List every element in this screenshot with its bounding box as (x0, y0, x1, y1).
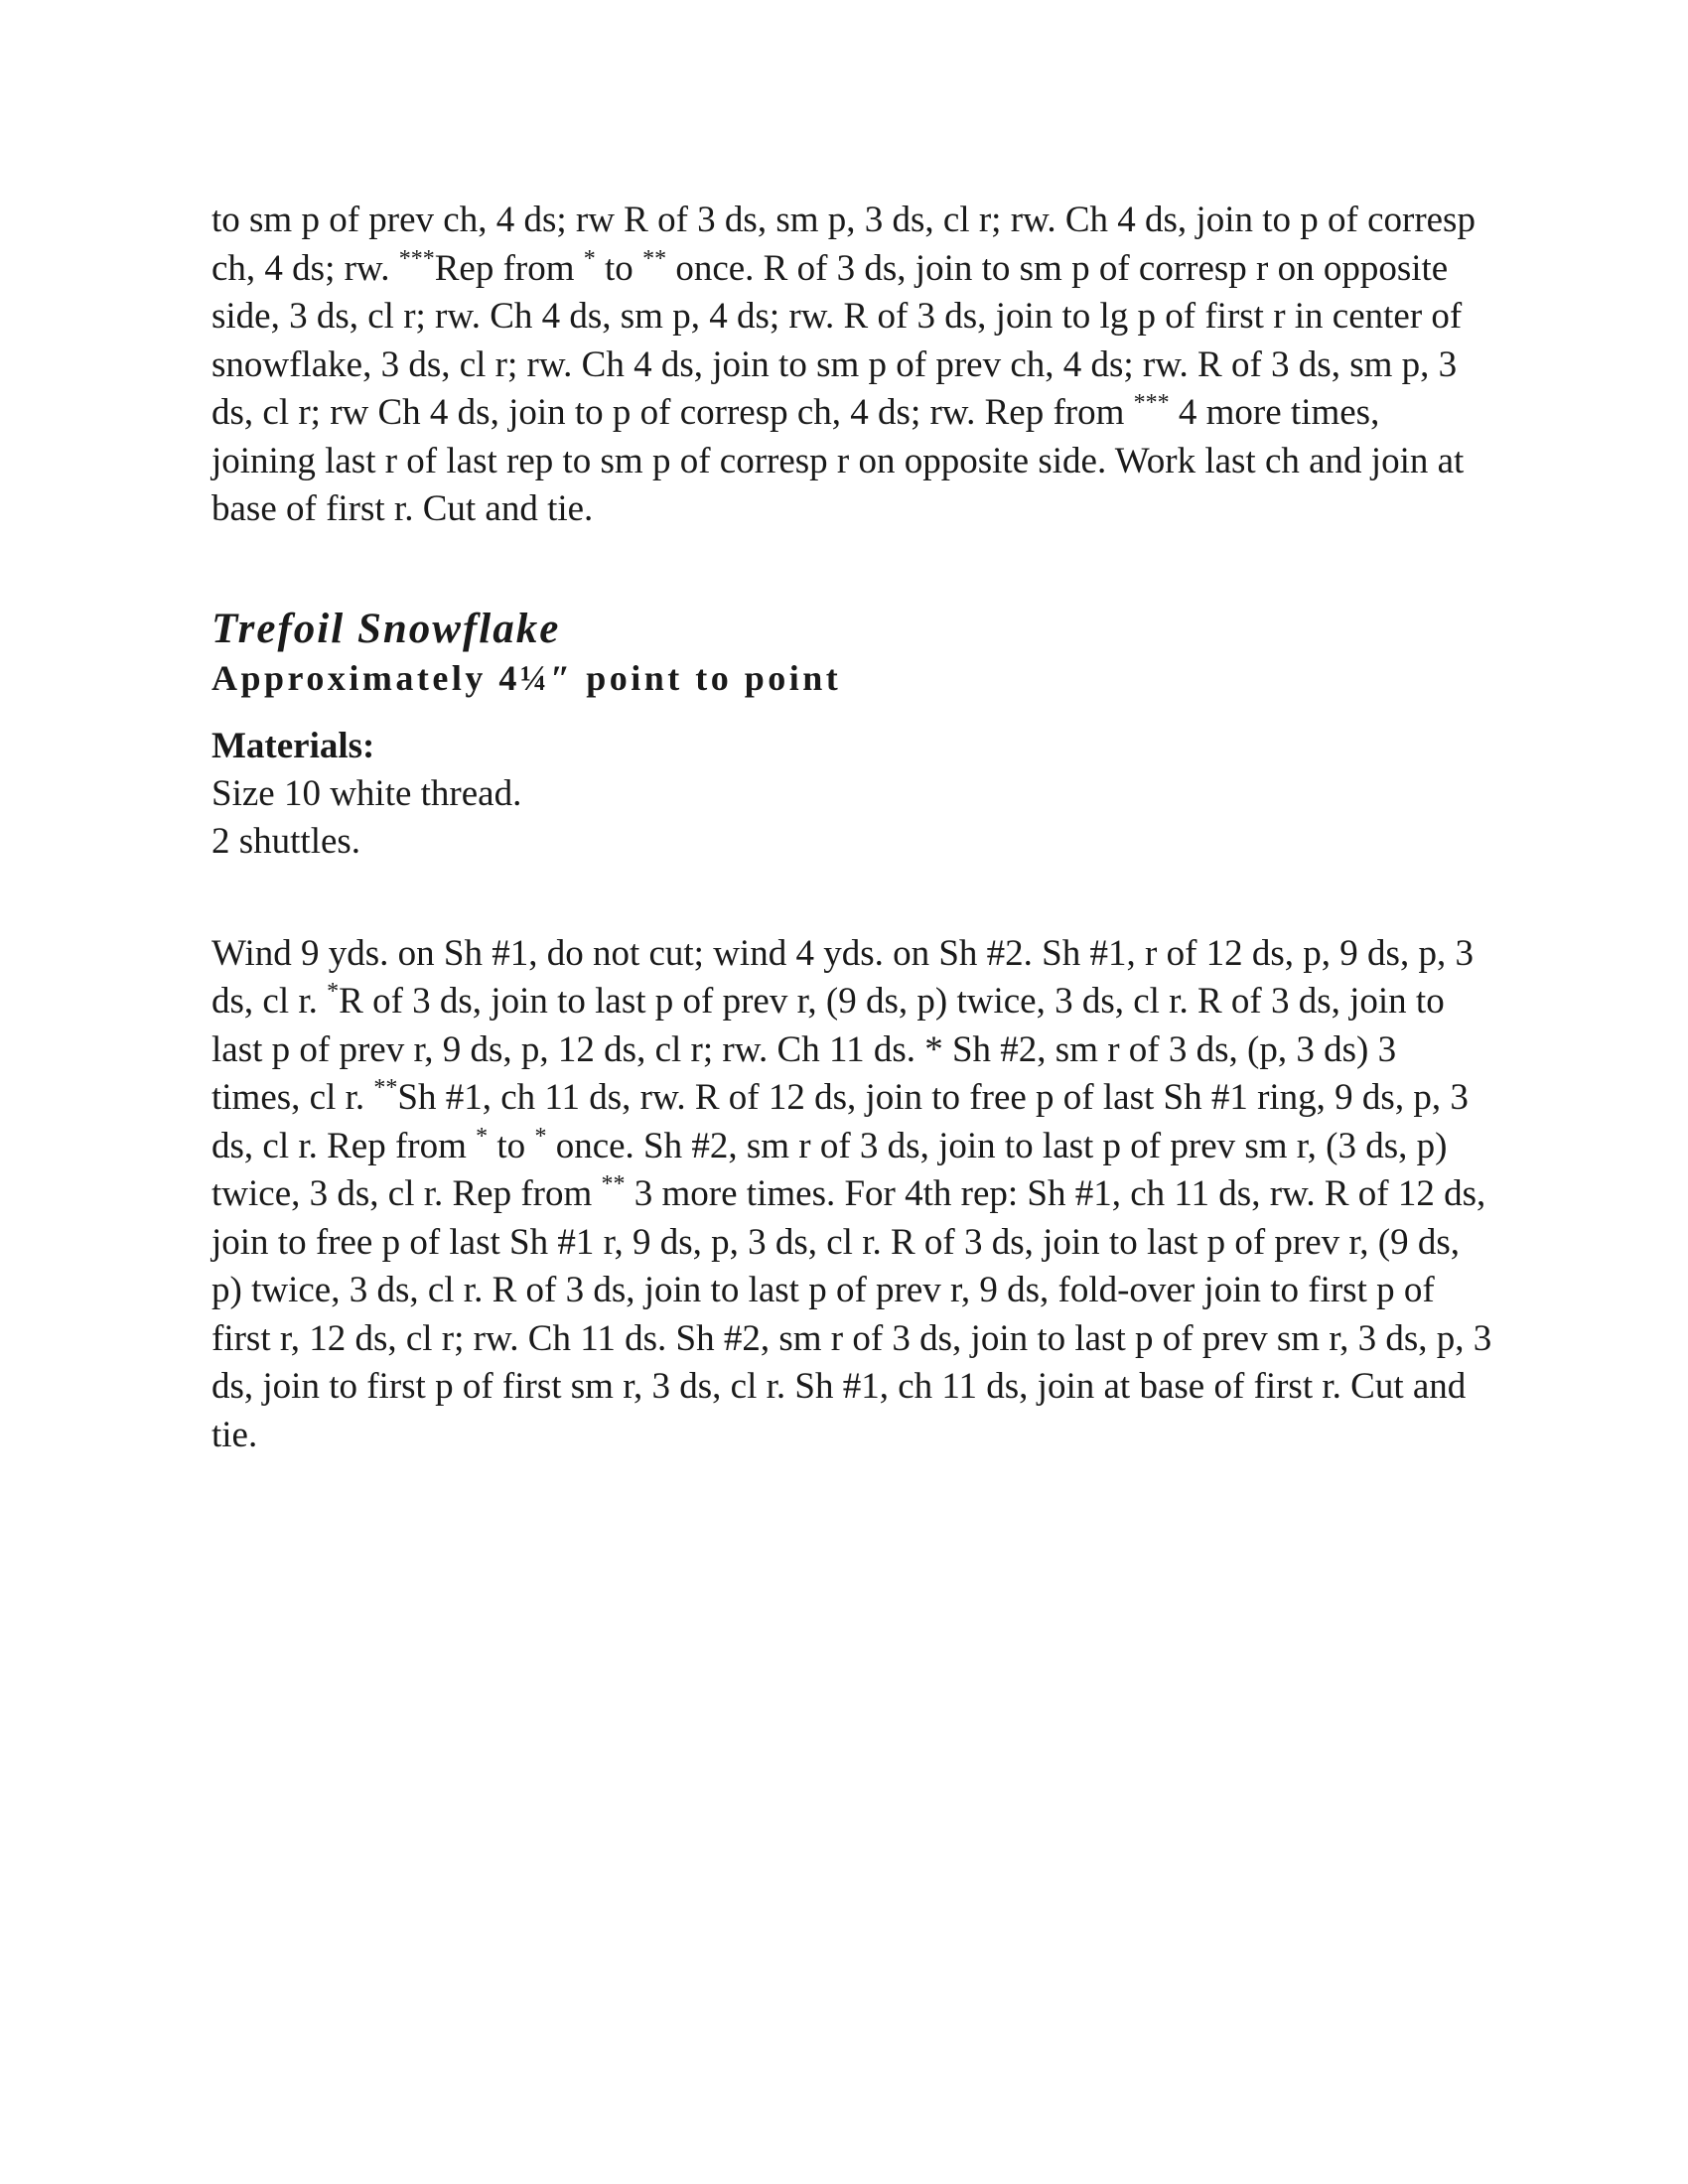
instructions-paragraph (211, 930, 1492, 1460)
text-run: once. R of 3 ds, join to sm p of corresp r on opposite side, 3 ds, cl r; rw. Ch 4 ds, sm p, 4 ds; rw. R of 3 ds, join to lg p of first r in center of snowflake, 3 ds, cl r; rw. Ch 4 ds, join to sm p of prev ch, 4 ds; rw. R of 3 ds, sm p, 3 ds, cl r; rw Ch 4 ds, join to p of corresp ch, 4 ds; rw. Rep from (211, 247, 1463, 433)
text-run: Wind 9 yds. on Sh #1, do not cut; wind 4 yds. on Sh #2. Sh #1, r of 12 ds, p, 9 ds, p, 3 ds, cl r. (211, 932, 1474, 1022)
section-subtitle: Approximately 4¼″ point to point (211, 657, 842, 698)
repeat-marker: * (327, 979, 340, 1005)
materials-item: 2 shuttles. (211, 820, 361, 862)
text-run: to sm p of prev ch, 4 ds; rw R of 3 ds, sm p, 3 ds, cl r; rw. Ch 4 ds, join to p of corresp ch, 4 ds; rw. (211, 200, 1476, 289)
repeat-marker: ** (642, 245, 667, 272)
materials-item: Size 10 white thread. (211, 772, 522, 814)
repeat-marker: *** (398, 245, 435, 272)
repeat-marker: *** (1133, 390, 1170, 416)
materials-block (211, 723, 1492, 866)
repeat-marker: * (476, 1123, 489, 1150)
repeat-marker: * (583, 245, 596, 272)
section-title: Trefoil Snowflake (211, 605, 561, 652)
document-page (211, 197, 1492, 1459)
repeat-marker: ** (601, 1171, 626, 1197)
text-run: Sh #1, ch 11 ds, rw. R of 12 ds, join to free p of last Sh #1 ring, 9 ds, p, 3 ds, cl r. Rep from (211, 1077, 1469, 1166)
intro-paragraph (211, 197, 1492, 534)
text-run: R of 3 ds, join to last p of prev r, (9 ds, p) twice, 3 ds, cl r. R of 3 ds, join to last p of prev r, 9 ds, p, 12 ds, cl r; rw. Ch 11 ds. * Sh #2, sm r of 3 ds, (p, 3 ds) 3 times, cl r. (211, 981, 1445, 1118)
text-run: 3 more times. For 4th rep: Sh #1, ch 11 ds, rw. R of 12 ds, join to free p of last Sh #1 r, 9 ds, p, 3 ds, cl r. R of 3 ds, join to last p of prev r, (9 ds, p) twice, 3 ds, cl r. R of 3 ds, join to last p of prev r, 9 ds, fold-over join to first p of first r, 12 ds, cl r; rw. Ch 11 ds. Sh #2, sm r of 3 ds, join to last p of prev sm r, 3 ds, p, 3 ds, join to first p of first sm r, 3 ds, cl r. Sh #1, ch 11 ds, join at base of first r. Cut and tie. (211, 1173, 1492, 1455)
text-run: Rep from (434, 247, 584, 289)
text-run: once. Sh #2, sm r of 3 ds, join to last p of prev sm r, (3 ds, p) twice, 3 ds, cl r. Rep from (211, 1125, 1448, 1214)
materials-heading: Materials: (211, 725, 375, 766)
repeat-marker: * (534, 1123, 547, 1150)
text-run: 4 more times, joining last r of last rep to sm p of corresp r on opposite side. Work last ch and join at base of first r. Cut and tie. (211, 392, 1465, 529)
text-run: to (595, 247, 643, 289)
text-run: to (488, 1125, 535, 1166)
repeat-marker: ** (373, 1075, 398, 1101)
